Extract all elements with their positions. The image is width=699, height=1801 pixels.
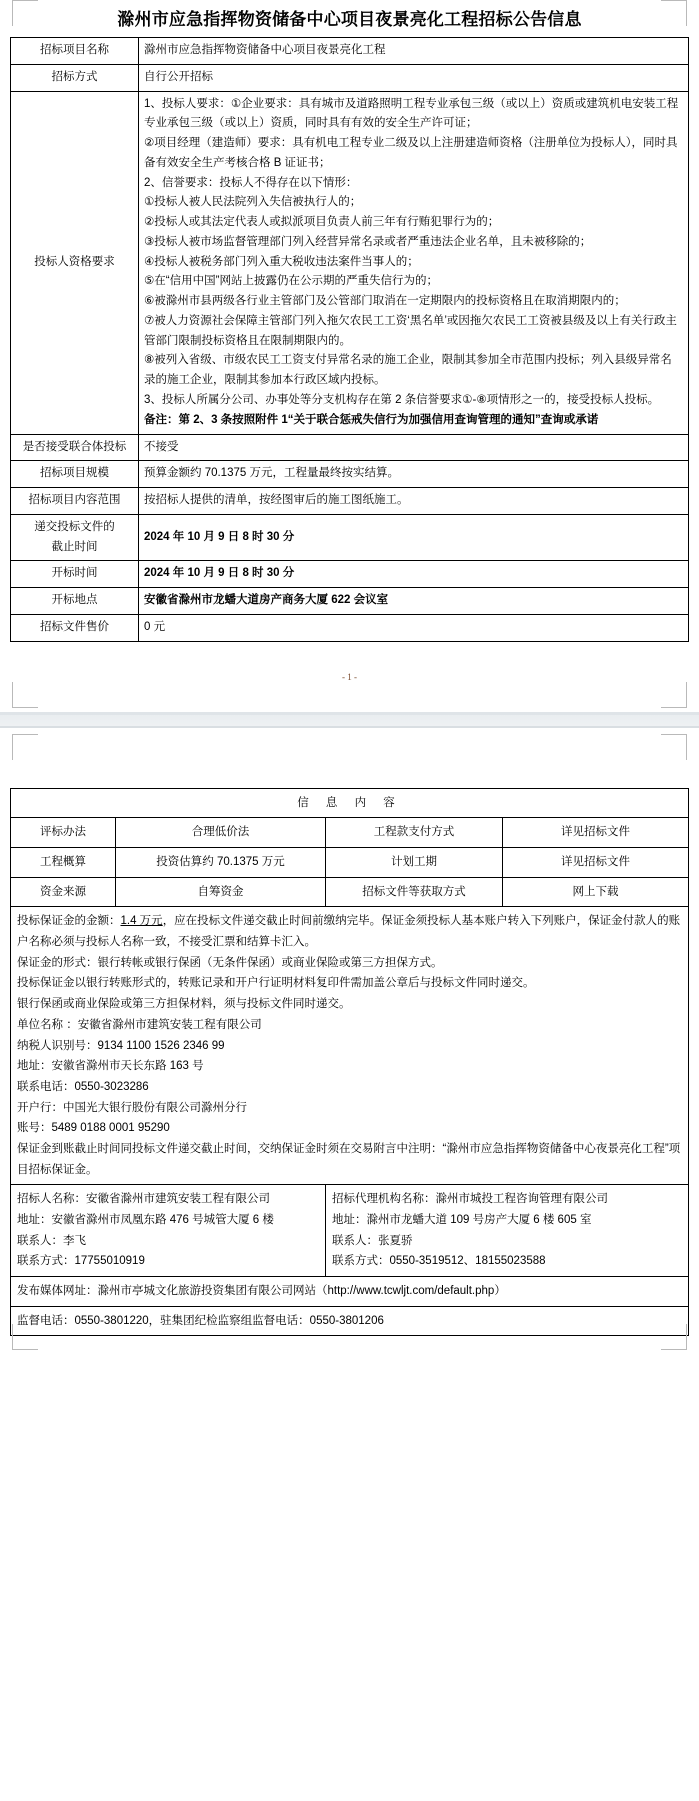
label-project-name: 招标项目名称 [11, 38, 139, 65]
deposit-amount-suffix: ，应在投标文件递交截止时间前缴纳完毕。保证金须投标人基本账户转入下列账户，保证金付款人的账户名称必须与投标人名称一致，不接受汇票和结算卡汇入。 [17, 915, 681, 949]
information-content-table [10, 788, 689, 1337]
deposit-amount-value: 1.4 万元 [120, 915, 163, 928]
label-budget: 工程概算 [11, 848, 116, 878]
tenderer-address: 地址：安徽省滁州市凤凰东路 476 号城管大厦 6 楼 [17, 1214, 274, 1227]
value-scope: 按招标人提供的清单，按经图审后的施工图纸施工。 [139, 488, 689, 515]
deposit-phone: 联系电话：0550-3023286 [17, 1080, 149, 1093]
label-scale: 招标项目规模 [11, 461, 139, 488]
deposit-guarantee-line: 银行保函或商业保险或第三方担保材料，须与投标文件同时递交。 [17, 998, 351, 1011]
label-qualification: 投标人资格要求 [11, 91, 139, 434]
qualification-para: 2、信誉要求：投标人不得存在以下情形： [144, 176, 358, 189]
page-break-separator [0, 708, 699, 734]
info-content-header: 信 息 内 容 [11, 788, 689, 818]
value-doc-price: 0 元 [139, 614, 689, 641]
value-evaluation-method: 合理低价法 [116, 818, 326, 848]
qualification-para: 1、投标人要求：①企业要求：具有城市及道路照明工程专业承包三级（或以上）资质或建筑机电安装工程专业承包三级（或以上）资质，同时具有有效的安全生产许可证； [144, 97, 679, 130]
label-funding-source: 资金来源 [11, 877, 116, 907]
label-joint-bid: 是否接受联合体投标 [11, 434, 139, 461]
document-page-1 [0, 0, 699, 708]
qualification-para: ⑤在“信用中国”网站上披露仍在公示期的严重失信行为的； [144, 275, 438, 288]
tenderer-contact-cell [11, 1185, 326, 1277]
deposit-amount-line [17, 911, 682, 952]
label-deadline-line2: 截止时间 [51, 540, 98, 553]
document-page-2 [0, 734, 699, 1351]
agency-name: 招标代理机构名称：滁州市城投工程咨询管理有限公司 [332, 1193, 608, 1206]
deposit-amount-prefix: 投标保证金的金额： [17, 915, 121, 928]
table-row-scale [11, 461, 689, 488]
table-row-project-name [11, 38, 689, 65]
table-row-funding [11, 877, 689, 907]
label-doc-access: 招标文件等获取方式 [326, 877, 503, 907]
table-row-evaluation-method [11, 818, 689, 848]
qualification-para: ⑧被列入省级、市级农民工工资支付异常名录的施工企业，限制其参加全市范围内投标；列入县级异常名录的施工企业，限制其参加本行政区域内投标。 [144, 354, 672, 387]
table-row-media-url [11, 1277, 689, 1307]
deposit-note: 保证金到账截止时间同投标文件递交截止时间，交纳保证金时须在交易附言中注明：“滁州市应急指挥物资储备中心夜景亮化工程”项目招标保证金。 [17, 1142, 681, 1176]
qualification-para: ④投标人被税务部门列入重大税收违法案件当事人的； [144, 255, 419, 268]
qualification-note: 备注：第 2、3 条按照附件 1“关于联合惩戒失信行为加强信用查询管理的通知”查询或承诺 [144, 413, 599, 426]
value-budget: 投资估算约 70.1375 万元 [116, 848, 326, 878]
deposit-form-line: 保证金的形式：银行转帐或银行保函（无条件保函）或商业保险或第三方担保方式。 [17, 956, 443, 969]
label-opening-place: 开标地点 [11, 588, 139, 615]
table-row-bid-method [11, 64, 689, 91]
page-number: - 1 - [342, 671, 357, 682]
value-doc-access: 网上下载 [503, 877, 689, 907]
tenderer-contact-person: 联系人：李飞 [17, 1234, 86, 1247]
qualification-para: ⑥被滁州市县两级各行业主管部门及公管部门取消在一定期限内的投标资格且在取消期限内的； [144, 295, 626, 308]
table-row-opening-time [11, 561, 689, 588]
value-deadline: 2024 年 10 月 9 日 8 时 30 分 [139, 514, 689, 561]
deposit-bank: 开户行：中国光大银行股份有限公司滁州分行 [17, 1101, 247, 1114]
agency-address: 地址：滁州市龙蟠大道 109 号房产大厦 6 楼 605 室 [332, 1214, 592, 1227]
label-deadline [11, 514, 139, 561]
deposit-transfer-line: 投标保证金以银行转账形式的，转账记录和开户行证明材料复印件需加盖公章后与投标文件同时递交。 [17, 977, 535, 990]
value-scale: 预算金额约 70.1375 万元，工程量最终按实结算。 [139, 461, 689, 488]
qualification-para: ①投标人被人民法院列入失信被执行人的； [144, 196, 362, 209]
table-row-opening-place [11, 588, 689, 615]
deposit-address: 地址：安徽省滁州市天长东路 163 号 [17, 1060, 204, 1073]
supervision-phone-cell: 监督电话：0550-3801220，驻集团纪检监察组监督电话：0550-3801206 [11, 1306, 689, 1336]
table-row-qualification [11, 91, 689, 434]
announcement-info-table [10, 37, 689, 642]
qualification-para: ③投标人被市场监督管理部门列入经营异常名录或者严重违法企业名单，且未被移除的； [144, 235, 592, 248]
label-opening-time: 开标时间 [11, 561, 139, 588]
deposit-account: 账号：5489 0188 0001 95290 [17, 1122, 170, 1135]
label-evaluation-method: 评标办法 [11, 818, 116, 848]
table-row-scope [11, 488, 689, 515]
value-funding-source: 自筹资金 [116, 877, 326, 907]
label-schedule: 计划工期 [326, 848, 503, 878]
qualification-para: ②项目经理（建造师）要求：具有机电工程专业二级及以上注册建造师资格（注册单位为投标人），同时具备有效安全生产考核合格 B 证证书； [144, 137, 678, 169]
table-row-doc-price [11, 614, 689, 641]
value-project-name: 滁州市应急指挥物资储备中心项目夜景亮化工程 [139, 38, 689, 65]
table-row-info-header [11, 788, 689, 818]
agency-contact-cell [326, 1185, 689, 1277]
qualification-para: 3、投标人所属分公司、办事处等分支机构存在第 2 条信誉要求①-⑧项情形之一的，接受投标人投标。 [144, 394, 660, 407]
table-row-supervision [11, 1306, 689, 1336]
table-row-contacts [11, 1185, 689, 1277]
value-schedule: 详见招标文件 [503, 848, 689, 878]
agency-contact-person: 联系人：张夏骄 [332, 1234, 413, 1247]
agency-phone: 联系方式：0550-3519512、18155023588 [332, 1255, 546, 1268]
deposit-tax-id: 纳税人识别号：9134 1100 1526 2346 99 [17, 1039, 225, 1052]
value-opening-place: 安徽省滁州市龙蟠大道房产商务大厦 622 会议室 [139, 588, 689, 615]
tenderer-phone: 联系方式：17755010919 [17, 1255, 145, 1268]
qualification-para: ②投标人或其法定代表人或拟派项目负责人前三年有行贿犯罪行为的； [144, 216, 500, 229]
value-qualification [139, 91, 689, 434]
label-scope: 招标项目内容范围 [11, 488, 139, 515]
qualification-para: ⑦被人力资源社会保障主管部门列入拖欠农民工工资‘黑名单’或因拖欠农民工工资被县级及以上有关行政主管部门限制投标资格且在限制期限内的。 [144, 314, 677, 347]
table-row-budget [11, 848, 689, 878]
value-joint-bid: 不接受 [139, 434, 689, 461]
page-title: 滁州市应急指挥物资储备中心项目夜景亮化工程招标公告信息 [117, 10, 582, 29]
label-deadline-line1: 递交投标文件的 [34, 520, 115, 533]
tenderer-name: 招标人名称：安徽省滁州市建筑安装工程有限公司 [17, 1193, 270, 1206]
media-url-cell[interactable]: 发布媒体网址：滁州市亭城文化旅游投资集团有限公司网站（http://www.tcwljt.com/default.php） [11, 1277, 689, 1307]
label-bid-method: 招标方式 [11, 64, 139, 91]
label-doc-price: 招标文件售价 [11, 614, 139, 641]
value-payment-method: 详见招标文件 [503, 818, 689, 848]
table-row-deadline [11, 514, 689, 561]
deposit-unit-name: 单位名称 ：安徽省滁州市建筑安装工程有限公司 [17, 1018, 262, 1031]
table-row-joint-bid [11, 434, 689, 461]
value-opening-time: 2024 年 10 月 9 日 8 时 30 分 [139, 561, 689, 588]
label-payment-method: 工程款支付方式 [326, 818, 503, 848]
deposit-details-cell [11, 907, 689, 1185]
value-bid-method: 自行公开招标 [139, 64, 689, 91]
table-row-deposit-details [11, 907, 689, 1185]
